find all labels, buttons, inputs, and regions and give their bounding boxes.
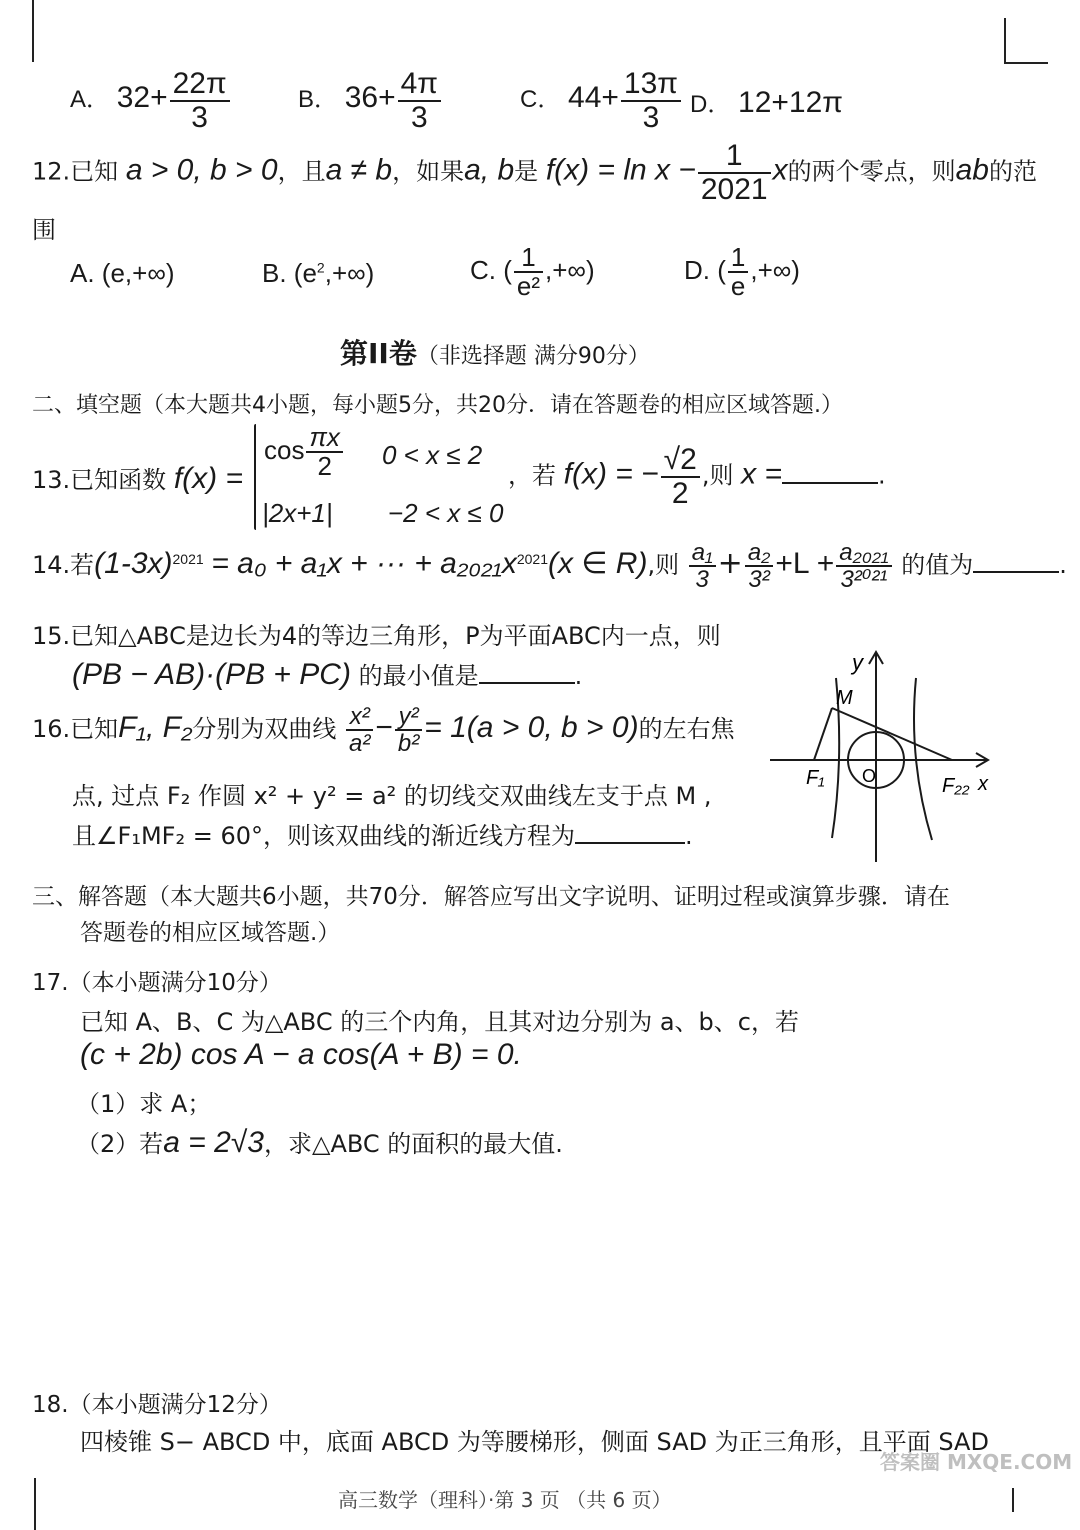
- q16-line1: 16.已知F₁, F₂分别为双曲线 $\frac{\text{x²}}{\text{a²}}$ − $\frac{\text{y²}}{\text{b²}}$ = 1(a > 0, b > 0)的左右焦: [32, 703, 735, 758]
- q14-answer-blank[interactable]: [973, 570, 1059, 573]
- q17-line1: 已知 A、B、C 为△ABC 的三个内角，且其对边分别为 a、b、c，若: [80, 1008, 799, 1036]
- q16-answer-blank[interactable]: [575, 841, 685, 844]
- page-footer: 高三数学（理科）·第 3 页 （共 6 页）: [338, 1488, 672, 1512]
- q13-piecewise-brace: [254, 424, 256, 530]
- x-axis-label: x: [978, 773, 988, 795]
- q17-part2: （2）若a = 2√3，求△ABC 的面积的最大值.: [76, 1126, 563, 1159]
- q11-option-a: A． 32+ $\frac{22\pi}{3}$: [70, 68, 232, 133]
- q16-line2: 点, 过点 F₂ 作圆 x² + y² = a² 的切线交双曲线左支于点 M ,: [72, 782, 712, 810]
- crop-mark-bottom-right: [1012, 1488, 1016, 1512]
- q18-heading: 18.（本小题满分12分）: [32, 1392, 282, 1418]
- q15-answer-blank[interactable]: [479, 681, 575, 684]
- q17-equation: (c + 2b) cos A − a cos(A + B) = 0.: [80, 1038, 522, 1071]
- q17-heading: 17.（本小题满分10分）: [32, 970, 282, 996]
- part2-heading: 第II卷（非选择题 满分90分）: [340, 337, 650, 370]
- q13-answer-blank[interactable]: [782, 481, 878, 484]
- q11-option-d: D． 12+12π: [690, 86, 843, 119]
- watermark: 答案圈 MXQE.COM: [880, 1450, 1073, 1474]
- section-solution-line2: 答题卷的相应区域答题.）: [80, 920, 341, 946]
- q11-option-b: B． 36+ $\frac{4\pi}{3}$: [298, 68, 443, 133]
- section-fill-blank-title: 二、填空题（本大题共4小题，每小题5分，共20分．请在答题卷的相应区域答题.）: [32, 393, 843, 418]
- q12-line1: 12.已知 a > 0, b > 0，且a ≠ b，如果a, b是 f(x) = ln x − $\frac{1}{2021}$ x的两个零点，则ab的范: [32, 139, 1037, 206]
- q13-condition: ，若 f(x) = − $\frac{√2}{2}$ ,则 x = .: [508, 443, 886, 510]
- q13-prefix: 13.已知函数 f(x) =: [32, 462, 243, 495]
- q16-line3: 且∠F₁MF₂ = 60°，则该双曲线的渐近线方程为 .: [72, 822, 693, 850]
- f1-label: F₁: [806, 767, 825, 789]
- q13-case1-condition: 0 < x ≤ 2: [382, 440, 483, 470]
- q13-case2-condition: −2 < x ≤ 0: [388, 498, 504, 528]
- q12-option-d: D. ( $\frac{1}{e}$ ,+∞): [684, 242, 800, 302]
- q12-option-b: B. $(e^2,+\infty)$: [262, 258, 375, 288]
- q15-line2: (PB − AB)·(PB + PC) 的最小值是 .: [72, 658, 583, 691]
- q14-line: 14.若$(1-3x)^{2021} = a_0 + a_1x$ + ··· + $a_{2021}x^{2021}(x$ ∈ R),则 $\frac{\text{a₁}}{3}$ + $\frac{\text{a₂}}{\text{3²}}$ +L + $\frac{\text{a₂₀₂₁}}{\text{3²⁰²¹}}$ 的值为 .: [32, 539, 1067, 594]
- point-m-label: M: [836, 687, 853, 709]
- q17-part1: （1）求 A；: [76, 1090, 212, 1118]
- q12-option-c: C. ( $\frac{1}{\text{e²}}$ ,+∞): [470, 242, 595, 302]
- section-solution-line1: 三、解答题（本大题共6小题，共70分．解答应写出文字说明、证明过程或演算步骤．请在: [32, 884, 950, 910]
- q18-line1: 四棱锥 S− ABCD 中，底面 ABCD 为等腰梯形，侧面 SAD 为正三角形，且平面 SAD: [80, 1428, 989, 1456]
- q13-case1: cos $\frac{\pi x}{2}$: [264, 424, 345, 481]
- line-f1-m: [814, 708, 832, 760]
- crop-mark-top-left: [0, 0, 34, 62]
- q13-case2: |2x+1|: [262, 498, 333, 528]
- q11-option-c: C． 44+ $\frac{13\pi}{3}$: [520, 68, 683, 133]
- crop-mark-top-right: [1004, 18, 1048, 64]
- f2-label: F₂₂: [942, 775, 970, 797]
- q12-line2: 围: [32, 216, 56, 244]
- q15-line1: 15.已知△ABC是边长为4的等边三角形，P为平面ABC内一点，则: [32, 622, 721, 650]
- origin-label: O: [862, 766, 877, 786]
- crop-mark-bottom-left: [0, 1478, 36, 1530]
- q12-option-a: A. (e,+∞): [70, 258, 175, 288]
- hyperbola-figure: [766, 648, 996, 864]
- y-axis-label: y: [852, 650, 863, 675]
